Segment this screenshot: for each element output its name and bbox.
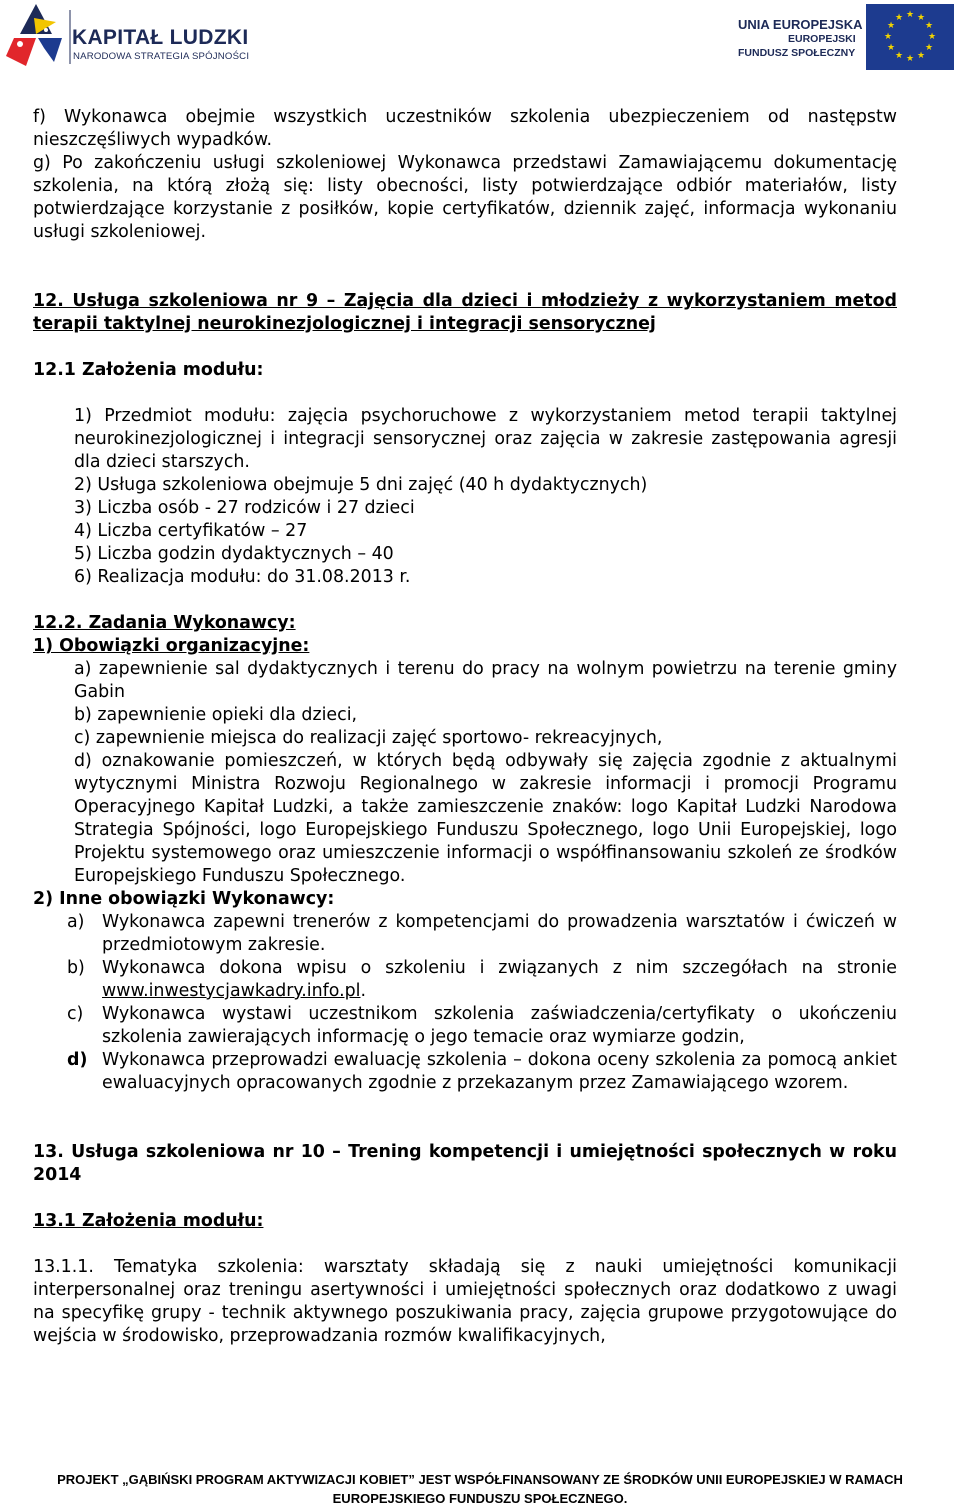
list-item: 5) Liczba godzin dydaktycznych – 40 (74, 544, 394, 564)
list-item-label: c) (67, 1004, 84, 1024)
section-13-1-1-text: 13.1.1. Tematyka szkolenia: warsztaty składają się z nauki umiejętności komunikacji interpersonalnej oraz treningu asertywności i umiejętności społecznych oraz dodatkowo z uwagi na specyfikę grupy - technik aktywnego poszukiwania pracy, zajęcia grupowe przygotowujące do wejścia w środowisko, przeprowadzania rozmów kwalifikacyjnych, (33, 1257, 897, 1346)
footer-line-2: EUROPEJSKIEGO FUNDUSZU SPOŁECZNEGO. (332, 1491, 628, 1506)
page-header (0, 0, 960, 80)
logo-title: KAPITAŁ LUDZKI (72, 26, 249, 49)
section-12-1-list (33, 405, 897, 589)
section-12-1-heading: 12.1 Założenia modułu: (33, 360, 264, 380)
svg-text:★: ★ (916, 13, 926, 23)
svg-text:★: ★ (924, 21, 934, 31)
svg-text:★: ★ (886, 21, 896, 31)
footer-line-1: PROJEKT „GĄBIŃSKI PROGRAM AKTYWIZACJI KOBIET” JEST WSPÓŁFINANSOWANY ZE ŚRODKÓW UNII EUROPEJSKIEJ W RAMACH (57, 1472, 903, 1487)
svg-text:★: ★ (905, 10, 915, 20)
list-item (67, 957, 897, 1003)
list-item: 2) Usługa szkoleniowa obejmuje 5 dni zajęć (40 h dydaktycznych) (74, 475, 648, 495)
svg-text:★: ★ (927, 32, 937, 42)
list-item: 6) Realizacja modułu: do 31.08.2013 r. (74, 567, 411, 587)
list-item: 3) Liczba osób - 27 rodziców i 27 dzieci (74, 498, 415, 518)
section-12-2-heading: 12.2. Zadania Wykonawcy: (33, 613, 296, 633)
list-item: b) zapewnienie opieki dla dzieci, (74, 705, 358, 725)
list-item-text: Wykonawca wystawi uczestnikom szkolenia zaświadczenia/certyfikaty o ukończeniu szkolenia zawierających informację o jego temacie oraz wymiarze godzin, (102, 1004, 897, 1047)
eu-logo-text (738, 18, 862, 60)
list-item-text: Wykonawca zapewni trenerów z kompetencjami do prowadzenia warsztatów i ćwiczeń w przedmiotowym zakresie. (102, 912, 897, 955)
svg-text:★: ★ (916, 51, 926, 61)
list-item-label: d) (67, 1050, 88, 1070)
svg-text:★: ★ (894, 13, 904, 23)
eu-logo-line1: UNIA EUROPEJSKA (738, 17, 863, 32)
logo-subtitle: NARODOWA STRATEGIA SPÓJNOŚCI (73, 51, 250, 62)
list-item: c) zapewnienie miejsca do realizacji zajęć sportowo- rekreacyjnych, (74, 728, 663, 748)
list-item: d) oznakowanie pomieszczeń, w których będą odbywały się zajęcia zgodnie z aktualnymi wytycznymi Ministra Rozwoju Regionalnego w zakresie informacji i promocji Programu Operacyjnego Kapitał Ludzki, a także zamieszczenie znaków: logo Kapitał Ludzki Narodowa Strategia Spójności, logo Europejskiego Funduszu Społecznego, logo Unii Europejskiej, logo Projektu systemowego oraz umieszczenie informacji o współfinansowaniu szkoleń ze środków Europejskiego Funduszu Społecznego. (74, 751, 897, 886)
list-item: a) zapewnienie sal dydaktycznych i terenu do pracy na wolnym powietrzu na terenie gminy Gabin (74, 659, 897, 702)
svg-text:★: ★ (905, 54, 915, 64)
list-item: 1) Przedmiot modułu: zajęcia psychoruchowe z wykorzystaniem metod terapii taktylnej neurokinezjologicznej i integracji sensorycznej oraz zajęcia w zakresie zastępowania agresji dla dzieci starszych. (74, 406, 897, 472)
website-link[interactable]: www.inwestycjawkadry.info.pl (102, 981, 361, 1001)
list-item: 4) Liczba certyfikatów – 27 (74, 521, 308, 541)
section-13-heading: 13. Usługa szkoleniowa nr 10 – Trening kompetencji i umiejętności społecznych w roku 2014 (33, 1142, 897, 1185)
other-duties-heading: 2) Inne obowiązki Wykonawcy: (33, 889, 335, 909)
eu-flag-icon (866, 4, 954, 70)
svg-text:★: ★ (894, 51, 904, 61)
list-item (67, 1003, 897, 1049)
list-item-text-end: . (360, 981, 367, 1001)
paragraph-f: f) Wykonawca obejmie wszystkich uczestników szkolenia ubezpieczeniem od następstw nieszczęśliwych wypadków. (33, 107, 897, 150)
list-item-label: a) (67, 912, 85, 932)
list-item-text-start: Wykonawca dokona wpisu o szkoleniu i związanych z nim szczegółach na stronie (102, 958, 897, 978)
list-item (67, 911, 897, 957)
list-item (67, 1049, 897, 1095)
svg-text:★: ★ (886, 43, 896, 53)
paragraph-g: g) Po zakończeniu usługi szkoleniowej Wykonawca przedstawi Zamawiającemu dokumentację szkolenia, na którą złożą się: listy obecności, listy potwierdzające odbiór materiałów, listy potwierdzające korzystanie z posiłków, kopie certyfikatów, dziennik zajęć, informacja wykonaniu usługi szkoleniowej. (33, 153, 897, 242)
page-footer (0, 1470, 960, 1508)
svg-text:★: ★ (924, 43, 934, 53)
section-12-heading: 12. Usługa szkoleniowa nr 9 – Zajęcia dla dzieci i młodzieży z wykorzystaniem metod terapii taktylnej neurokinezjologicznej i integracji sensorycznej (33, 291, 897, 334)
svg-text:★: ★ (883, 32, 893, 42)
list-item-text: Wykonawca przeprowadzi ewaluację szkolenia – dokona oceny szkolenia za pomocą ankiet ewaluacyjnych opracowanych zgodnie z przekazanym przez Zamawiającego wzorem. (102, 1050, 897, 1093)
document-body (33, 106, 897, 1348)
eu-logo-line3: FUNDUSZ SPOŁECZNY (738, 47, 856, 59)
list-item-label: b) (67, 958, 85, 978)
org-duties-list (33, 658, 897, 888)
eu-logo-line2: EUROPEJSKI (788, 33, 856, 45)
other-duties-list (33, 911, 897, 1095)
list-item-text (102, 957, 897, 1003)
org-duties-heading: 1) Obowiązki organizacyjne: (33, 636, 310, 656)
section-13-1-heading: 13.1 Założenia modułu: (33, 1211, 264, 1231)
